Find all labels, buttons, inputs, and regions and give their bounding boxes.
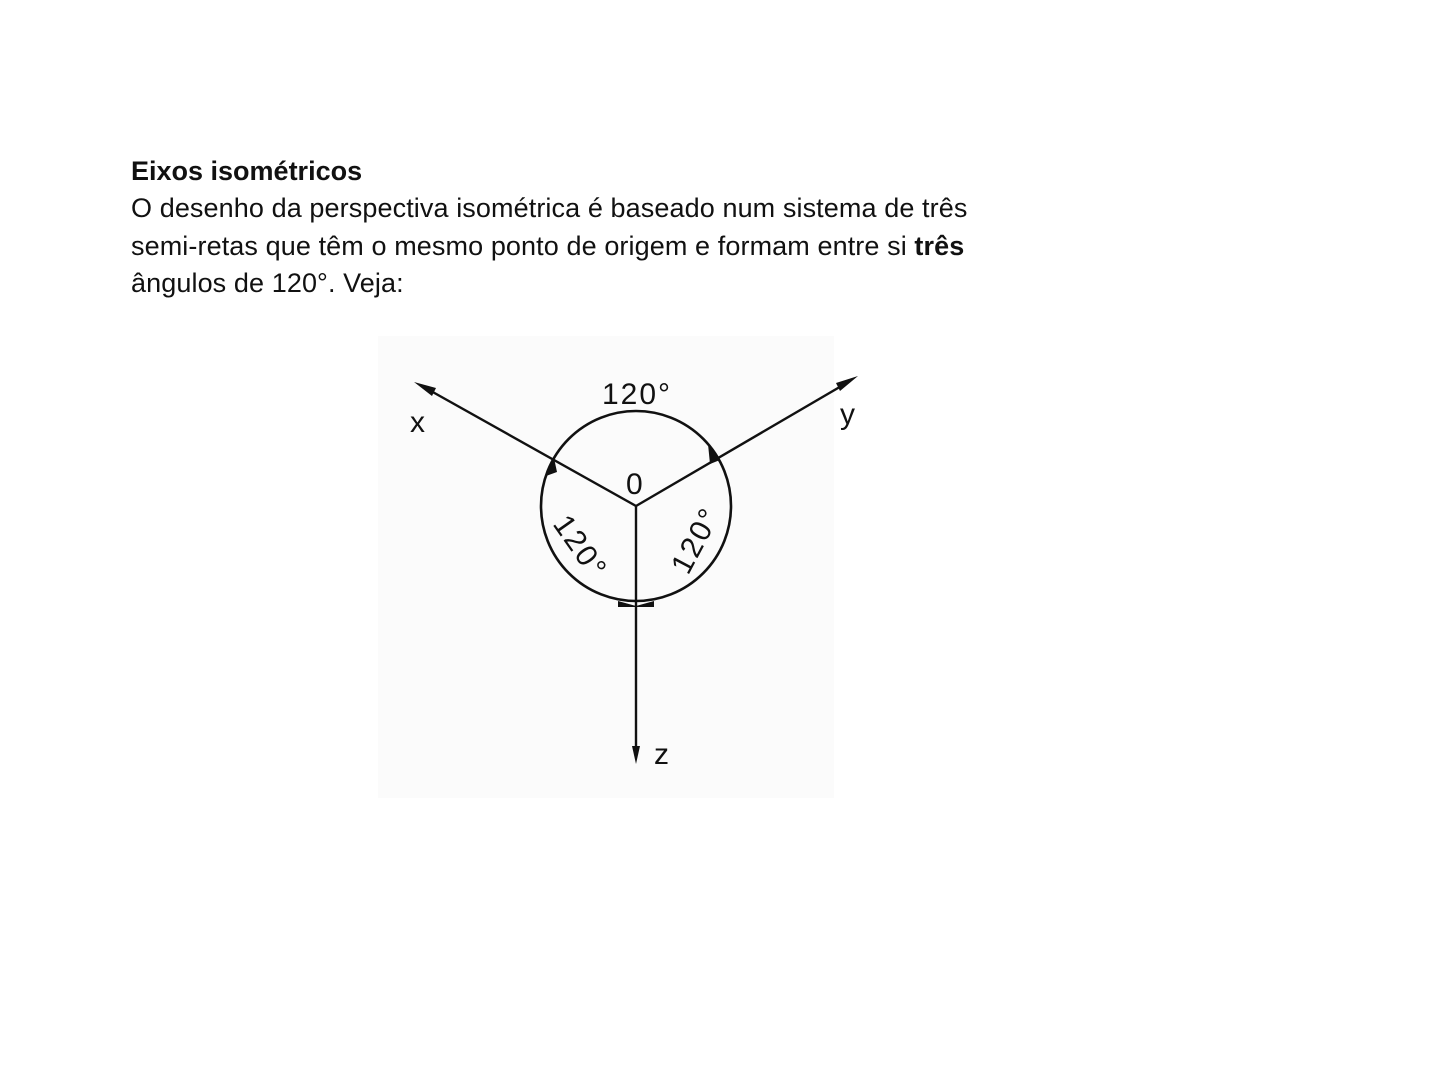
paragraph-bold-word: três [914, 230, 965, 261]
paragraph-line-2: semi-retas que têm o mesmo ponto de origem e formam entre si [131, 230, 915, 261]
paragraph-line-3: ângulos de 120°. Veja: [131, 268, 404, 298]
axis-label-x: x [410, 406, 425, 439]
paragraph-line-1: O desenho da perspectiva isométrica é baseado num sistema de três [131, 193, 968, 223]
angle-label-left: 120° [546, 509, 614, 586]
z-axis-arrowhead [632, 746, 640, 764]
origin-label: 0 [626, 468, 643, 501]
y-axis-arrowhead [836, 376, 858, 391]
axis-label-z: z [654, 738, 669, 771]
document-text [131, 152, 1171, 303]
axis-label-y: y [840, 398, 855, 431]
angle-label-top: 120° [602, 378, 673, 411]
x-axis-arrowhead [414, 382, 436, 396]
angle-label-right: 120° [665, 501, 728, 580]
isometric-axes-figure [378, 336, 855, 798]
body-paragraph [131, 190, 1171, 303]
isometric-axes-diagram [378, 336, 855, 798]
section-title: Eixos isométricos [131, 156, 363, 186]
